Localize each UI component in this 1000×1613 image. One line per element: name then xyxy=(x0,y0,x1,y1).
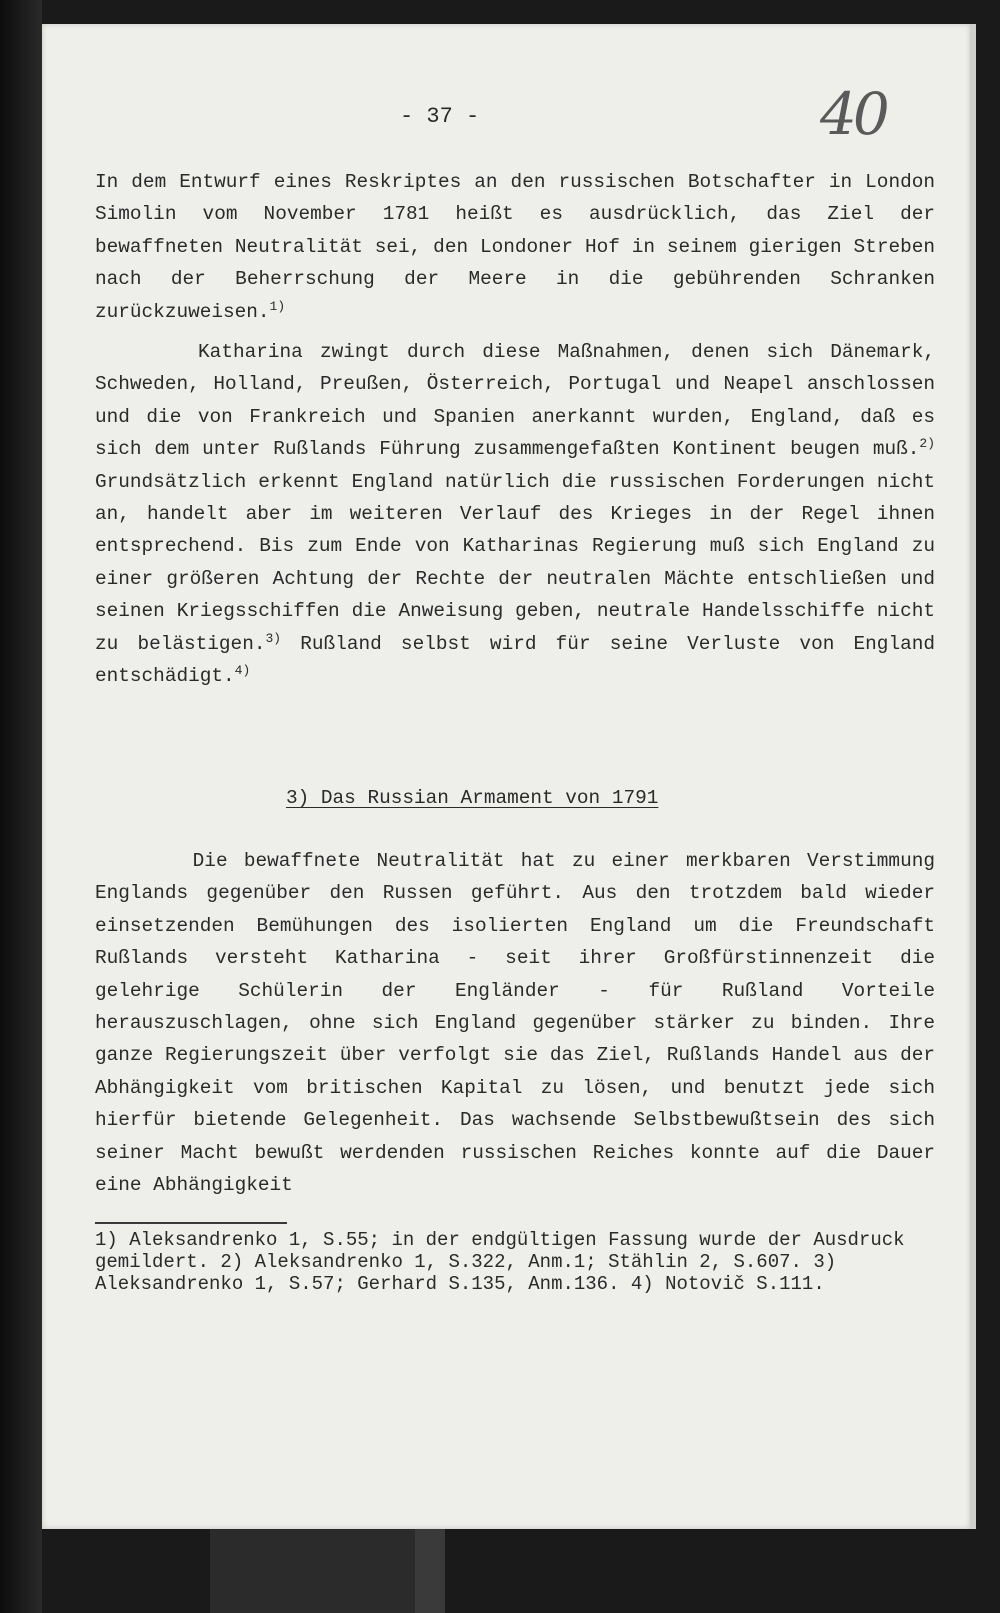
page-number: - 37 - xyxy=(400,104,480,129)
section-heading: 3) Das Russian Armament von 1791 xyxy=(286,787,659,809)
paragraph-2-text-c: Rußland selbst wird für seine Verluste von England entschädigt. xyxy=(95,632,947,688)
book-gutter-shadow xyxy=(0,0,42,1613)
footnote-divider xyxy=(95,1222,287,1224)
paragraph-2-text-b: Grundsätzlich erkennt England natürlich die russischen Forderungen nicht an, handelt aber im weiteren Verlauf des Krieges in der Regel ihnen entsprechend. Bis zum Ende von Katharinas Regierung muß sich England zu einer größeren Achtung der Rechte der neutralen Mächte entschließen und seinen Kriegsschiffen die Anweisung geben, neutrale Handelsschiffe nicht zu belästigen. xyxy=(95,470,947,655)
page-edge xyxy=(970,24,976,1529)
footnote-mark-3: 3) xyxy=(265,630,282,646)
scanner-bar xyxy=(210,1529,415,1613)
handwritten-archive-number: 40 xyxy=(820,80,886,148)
paragraph-1-text: In dem Entwurf eines Reskriptes an den russischen Botschafter in London Simolin vom November 1781 heißt es ausdrücklich, das Ziel der bewaffneten Neutralität sei, den Londoner Hof in seinem gierigen Streben nach der Beherrschung der Meere in die gebührenden Schranken zurückzuweisen. xyxy=(95,171,947,323)
footnote-mark-1: 1) xyxy=(269,298,286,314)
footnote-mark-2: 2) xyxy=(919,436,935,452)
paragraph-1 xyxy=(95,166,947,328)
footnotes: 1) Aleksandrenko 1, S.55; in der endgültigen Fassung wurde der Ausdruck gemildert. 2) Aleksandrenko 1, S.322, Anm.1; Stählin 2, S.607. 3) Aleksandrenko 1, S.57; Gerhard S.135, Anm.136. 4) Notovič S.111. xyxy=(95,1229,905,1295)
paragraph-2-text-a: Katharina zwingt durch diese Maßnahmen, denen sich Dänemark, Schweden, Holland, Preußen, Österreich, Portugal und Neapel anschlossen und die von Frankreich und Spanien anerkannt wurden, England, daß es sich dem unter Rußlands Führung zusammengefaßten Kontinent beugen muß. xyxy=(95,341,947,461)
footnote-mark-4: 4) xyxy=(234,663,251,679)
scanner-bar-end xyxy=(415,1529,445,1613)
paragraph-3-text: Die bewaffnete Neutralität hat zu einer merkbaren Verstimmung Englands gegenüber den Russen geführt. Aus den trotzdem bald wieder einsetzenden Bemühungen des isolierten England um die Freundschaft Rußlands versteht Katharina - seit ihrer Großfürstinnenzeit die gelehrige Schülerin der Engländer - für Rußland Vorteile herauszuschlagen, ohne sich England gegenüber stärker zu binden. Ihre ganze Regierungszeit über verfolgt sie das Ziel, Rußlands Handel aus der Abhängigkeit vom britischen Kapital zu lösen, und benutzt jede sich hierfür bietende Gelegenheit. Das wachsende Selbstbewußtsein des sich seiner Macht bewußt werdenden russischen Reiches konnte auf die Dauer eine Abhängigkeit xyxy=(95,850,947,1197)
paragraph-3 xyxy=(95,845,947,1201)
paragraph-2 xyxy=(95,336,947,692)
